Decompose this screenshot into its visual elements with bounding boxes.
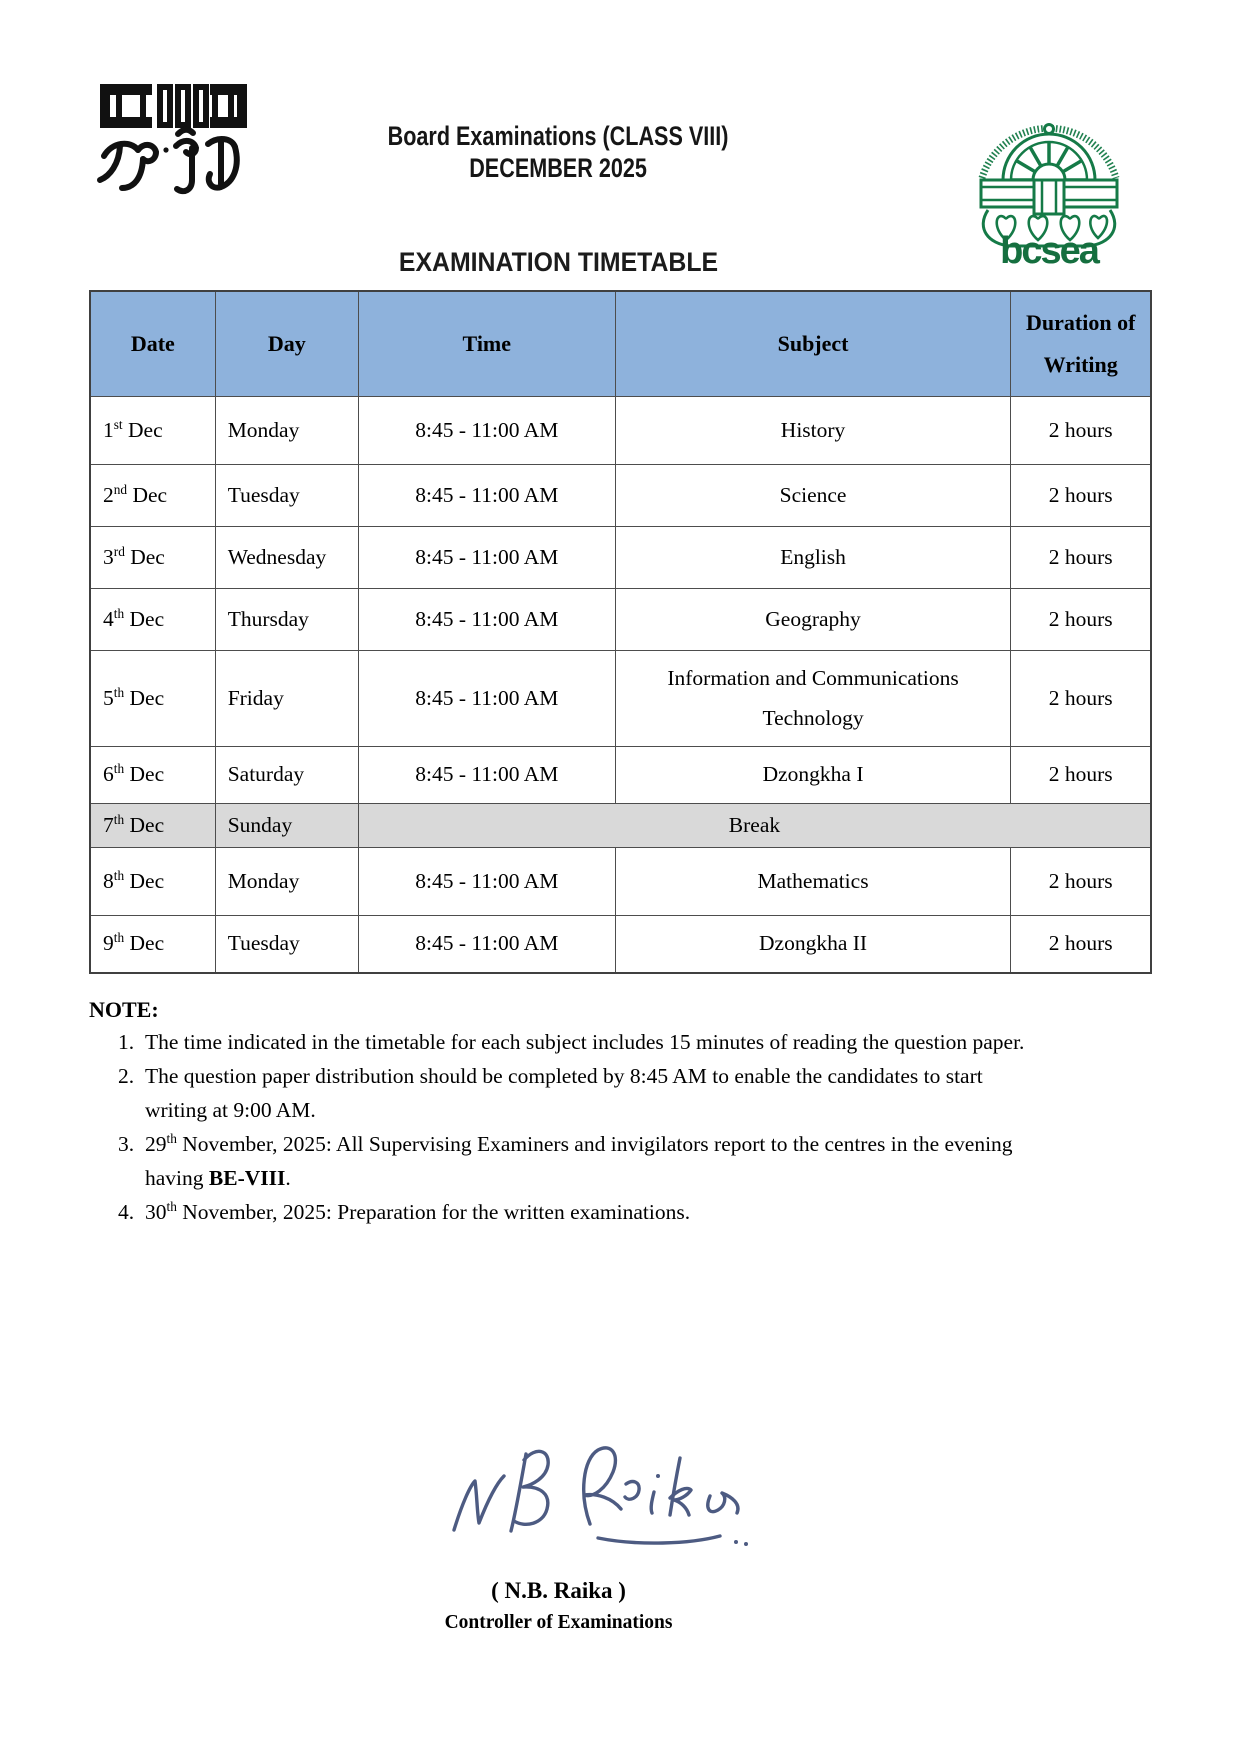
table-row	[90, 527, 1151, 589]
duration-cell: 2 hours	[1011, 589, 1151, 651]
page-title: EXAMINATION TIMETABLE	[398, 247, 719, 277]
time-cell: 8:45 - 11:00 AM	[358, 916, 615, 973]
duration-cell: 2 hours	[1011, 527, 1151, 589]
duration-cell: 2 hours	[1011, 747, 1151, 804]
date-cell: 7th Dec	[90, 804, 215, 848]
subject-cell: English	[615, 527, 1011, 589]
day-cell: Tuesday	[215, 465, 358, 527]
bcsea-logo	[966, 88, 1132, 269]
subject-cell: Geography	[615, 589, 1011, 651]
date-cell: 5th Dec	[90, 651, 215, 747]
document-header	[89, 120, 1028, 184]
duration-cell: 2 hours	[1011, 465, 1151, 527]
time-cell: 8:45 - 11:00 AM	[358, 589, 615, 651]
date-cell: 9th Dec	[90, 916, 215, 973]
header-day: Day	[215, 291, 358, 397]
subject-cell: Dzongkha I	[615, 747, 1011, 804]
note-number: 4.	[118, 1200, 135, 1224]
note-text: 30th November, 2025: Preparation for the written examinations.	[145, 1198, 691, 1224]
table-row	[90, 465, 1151, 527]
time-cell: 8:45 - 11:00 AM	[358, 397, 615, 465]
duration-cell: 2 hours	[1011, 651, 1151, 747]
signatory-title: Controller of Examinations	[444, 1612, 673, 1633]
note-item	[89, 1195, 1034, 1229]
date-cell: 3rd Dec	[90, 527, 215, 589]
date-cell: 2nd Dec	[90, 465, 215, 527]
subject-cell: Dzongkha II	[615, 916, 1011, 973]
subject-cell: Mathematics	[615, 848, 1011, 916]
bcsea-logo-graphic	[966, 88, 1132, 264]
table-row	[90, 651, 1151, 747]
day-cell: Sunday	[215, 804, 358, 848]
time-cell: 8:45 - 11:00 AM	[358, 651, 615, 747]
note-number: 2.	[118, 1064, 135, 1088]
duration-cell: 2 hours	[1011, 848, 1151, 916]
date-cell: 8th Dec	[90, 848, 215, 916]
notes-list	[89, 1025, 1034, 1229]
time-cell: 8:45 - 11:00 AM	[358, 747, 615, 804]
note-item	[89, 1127, 1034, 1195]
header-title-line2: DECEMBER 2025	[469, 153, 648, 183]
header-duration: Duration of Writing	[1011, 291, 1151, 397]
header-title-line1: Board Examinations (CLASS VIII)	[388, 121, 729, 151]
note-text: The time indicated in the timetable for each subject includes 15 minutes of reading the question paper.	[145, 1030, 1025, 1054]
note-number: 1.	[118, 1030, 135, 1054]
date-cell: 4th Dec	[90, 589, 215, 651]
day-cell: Tuesday	[215, 916, 358, 973]
day-cell: Wednesday	[215, 527, 358, 589]
note-item	[89, 1025, 1034, 1059]
signatory-name: ( N.B. Raika )	[491, 1578, 626, 1603]
table-row	[90, 848, 1151, 916]
bcsea-logo-text: bcsea	[1000, 230, 1098, 264]
note-text: 29th November, 2025: All Supervising Examiners and invigilators report to the centres in the evening having BE-VIII.	[145, 1130, 1013, 1190]
signature-graphic	[430, 1432, 810, 1572]
duration-cell: 2 hours	[1011, 397, 1151, 465]
timetable-body	[90, 397, 1151, 973]
time-cell: 8:45 - 11:00 AM	[358, 848, 615, 916]
day-cell: Saturday	[215, 747, 358, 804]
signature	[430, 1432, 810, 1577]
table-row	[90, 397, 1151, 465]
note-text: The question paper distribution should be completed by 8:45 AM to enable the candidates to start writing at 9:00 AM.	[145, 1064, 983, 1122]
subject-cell: History	[615, 397, 1011, 465]
time-cell: 8:45 - 11:00 AM	[358, 465, 615, 527]
subject-cell: Information and Communications Technology	[615, 651, 1011, 747]
table-row-break	[90, 804, 1151, 848]
day-cell: Monday	[215, 848, 358, 916]
notes-section	[89, 995, 1034, 1229]
day-cell: Monday	[215, 397, 358, 465]
date-cell: 6th Dec	[90, 747, 215, 804]
note-number: 3.	[118, 1132, 135, 1156]
timetable-header	[90, 291, 1151, 397]
table-row	[90, 916, 1151, 973]
day-cell: Friday	[215, 651, 358, 747]
date-cell: 1st Dec	[90, 397, 215, 465]
header-time: Time	[358, 291, 615, 397]
table-row	[90, 589, 1151, 651]
table-row	[90, 747, 1151, 804]
examination-timetable	[89, 290, 1152, 974]
note-item	[89, 1059, 1034, 1127]
duration-cell: 2 hours	[1011, 916, 1151, 973]
header-date: Date	[90, 291, 215, 397]
day-cell: Thursday	[215, 589, 358, 651]
header-subject: Subject	[615, 291, 1011, 397]
break-cell: Break	[358, 804, 1151, 848]
notes-heading: NOTE:	[89, 997, 159, 1022]
time-cell: 8:45 - 11:00 AM	[358, 527, 615, 589]
subject-cell: Science	[615, 465, 1011, 527]
